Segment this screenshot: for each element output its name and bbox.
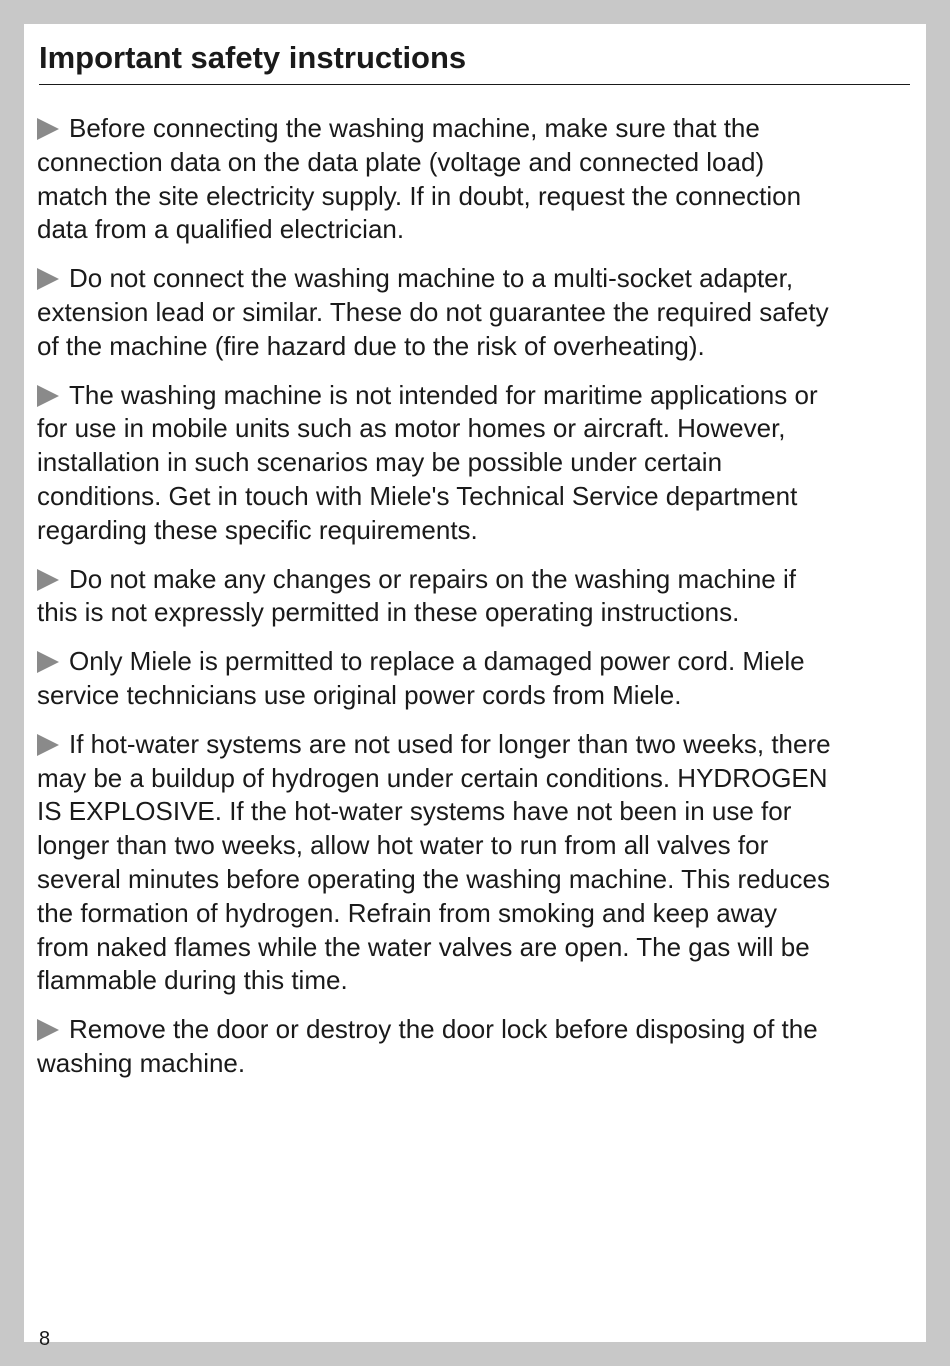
- instruction-text: Only Miele is permitted to replace a damaged power cord. Miele service technicians use original power cords from Miele.: [37, 646, 805, 710]
- page-header: [39, 38, 910, 85]
- instruction-paragraph: [37, 1013, 915, 1081]
- document-page: [24, 24, 926, 1350]
- page-title: Important safety instructions: [39, 40, 467, 75]
- instruction-paragraph: [37, 262, 915, 363]
- triangle-bullet-icon: [37, 268, 59, 290]
- instruction-paragraph: [37, 379, 915, 548]
- triangle-bullet-icon: [37, 385, 59, 407]
- instruction-text: Do not connect the washing machine to a multi-socket adapter, extension lead or similar. These do not guarantee the required safety of the machine (fire hazard due to the risk of overheating).: [37, 263, 829, 361]
- triangle-bullet-icon: [37, 1019, 59, 1041]
- triangle-bullet-icon: [37, 118, 59, 140]
- instruction-text: Before connecting the washing machine, make sure that the connection data on the data plate (voltage and connected load) match the site electricity supply. If in doubt, request the connection data from a qualified electrician.: [37, 113, 802, 245]
- instruction-text: Do not make any changes or repairs on the washing machine if this is not expressly permitted in these operating instructions.: [37, 563, 796, 628]
- instruction-text: Remove the door or destroy the door lock before disposing of the washing machine.: [37, 1014, 818, 1078]
- page-number: 8: [39, 1328, 51, 1350]
- instruction-paragraph: [37, 645, 915, 713]
- instruction-paragraph: [37, 112, 915, 247]
- instruction-paragraph: [37, 728, 915, 998]
- instruction-paragraph: [37, 563, 915, 631]
- triangle-bullet-icon: [37, 651, 59, 673]
- triangle-bullet-icon: [37, 734, 59, 756]
- instruction-text: The washing machine is not intended for maritime applications or for use in mobile units such as motor homes or aircraft. However, installation in such scenarios may be possible under certain conditions. Get in touch with Miele's Technical Service department regarding these specific requirements.: [37, 379, 818, 545]
- triangle-bullet-icon: [37, 569, 59, 591]
- instruction-text: If hot-water systems are not used for longer than two weeks, there may be a buildup of hydrogen under certain conditions. HYDROGEN IS EXPLOSIVE. If the hot-water systems have not been in use for longer than two weeks, allow hot water to run from all valves for several minutes before operating the washing machine. This reduces the formation of hydrogen. Refrain from smoking and keep away from naked flames while the water valves are open. The gas will be flammable during this time.: [37, 728, 831, 996]
- safety-instructions-list: [37, 112, 915, 1096]
